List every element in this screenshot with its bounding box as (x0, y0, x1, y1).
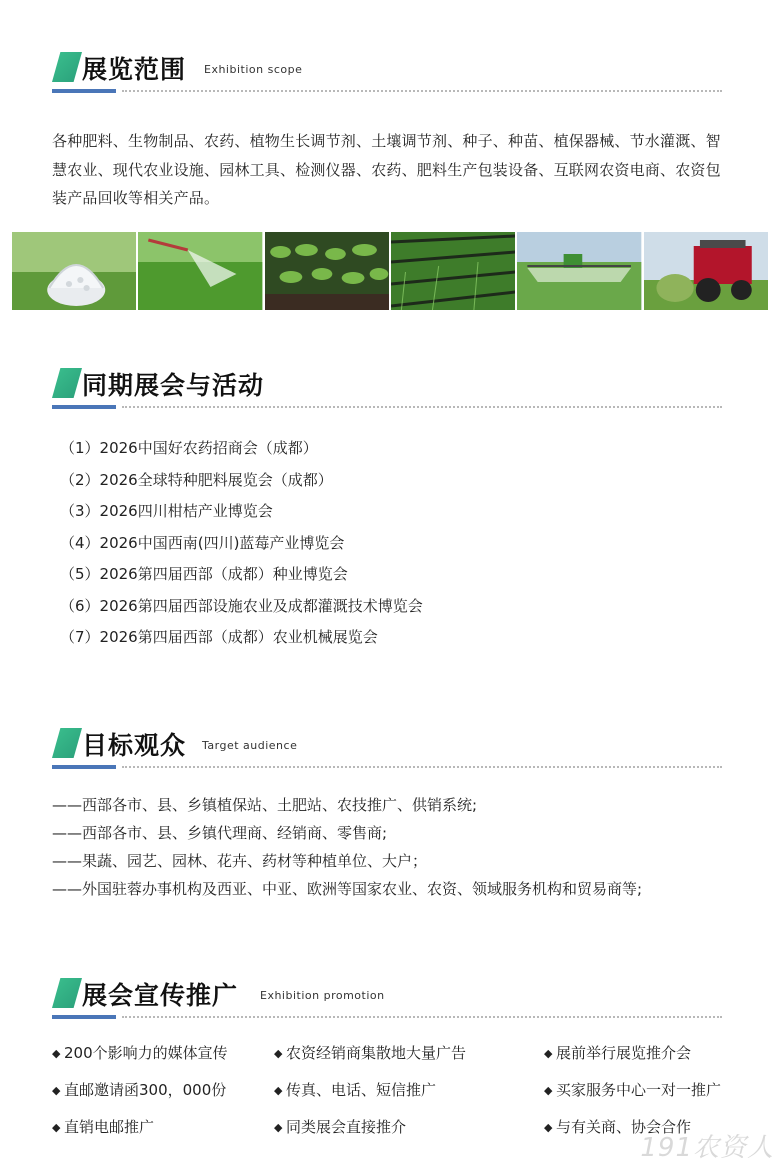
section-subtitle-scope: Exhibition scope (204, 63, 303, 76)
section-title-scope: 展览范围 (82, 55, 187, 84)
diamond-bullet-icon: ◆ (52, 1084, 61, 1097)
list-item: ——西部各市、县、乡镇植保站、土肥站、农技推广、供销系统; (52, 796, 478, 814)
list-item: ——外国驻蓉办事机构及西亚、中亚、欧洲等国家农业、农资、领域服务机构和贸易商等; (52, 880, 643, 898)
section-underline (52, 1015, 116, 1019)
list-item: ——果蔬、园艺、园林、花卉、药材等种植单位、大户； (52, 852, 428, 870)
section-subtitle-audience: Target audience (202, 739, 298, 752)
section-header-scope (52, 52, 722, 96)
photo-strip (12, 232, 768, 310)
list-item: ◆ 直邮邀请函300，000份 (52, 1081, 227, 1099)
diamond-bullet-icon: ◆ (52, 1121, 61, 1134)
watermark-logo: 191农资人 (640, 1133, 774, 1163)
section-title-events: 同期展会与活动 (82, 371, 265, 400)
list-item: ◆ 200个影响力的媒体宣传 (52, 1044, 228, 1062)
list-item: ◆ 买家服务中心一对一推广 (544, 1081, 722, 1099)
audience-list (52, 791, 642, 903)
tractor-sprayer-photo (517, 232, 641, 310)
baler-machine-photo (644, 232, 768, 310)
section-title-promotion: 展会宣传推广 (82, 981, 239, 1010)
list-item: ◆ 同类展会直接推介 (274, 1118, 407, 1136)
scope-description: 各种肥料、生物制品、农药、植物生长调节剂、土壤调节剂、种子、种苗、植保器械、节水灌溉、智慧农业、现代农业设施、园林工具、检测仪器、农药、肥料生产包装设备、互联网农资电商、农资包装产品回收等相关产品。 (52, 132, 721, 207)
section-divider (122, 1016, 722, 1018)
diamond-bullet-icon: ◆ (52, 1047, 61, 1060)
seedling-tray-photo (265, 232, 389, 310)
section-header-events (52, 368, 722, 412)
section-divider (122, 406, 722, 408)
list-item: （7）2026第四届西部（成都）农业机械展览会 (60, 628, 378, 646)
section-marker-icon (52, 728, 82, 758)
list-item: ◆ 与有关商、协会合作 (544, 1118, 692, 1136)
section-divider (122, 766, 722, 768)
list-item: （3）2026四川柑桔产业博览会 (60, 502, 273, 520)
diamond-bullet-icon: ◆ (274, 1047, 283, 1060)
diamond-bullet-icon: ◆ (274, 1084, 283, 1097)
section-header-audience (52, 728, 722, 772)
crop-spraying-photo (138, 232, 262, 310)
list-item: （6）2026第四届西部设施农业及成都灌溉技术博览会 (60, 596, 423, 615)
list-item: ◆ 展前举行展览推介会 (544, 1044, 692, 1062)
events-list (60, 433, 423, 654)
diamond-bullet-icon: ◆ (544, 1047, 553, 1060)
diamond-bullet-icon: ◆ (544, 1121, 553, 1134)
diamond-bullet-icon: ◆ (544, 1084, 553, 1097)
section-underline (52, 89, 116, 93)
section-header-promotion (52, 978, 722, 1022)
section-underline (52, 765, 116, 769)
section-title-audience: 目标观众 (82, 731, 187, 760)
list-item: ——西部各市、县、乡镇代理商、经销商、零售商; (52, 824, 388, 842)
list-item: ◆ 农资经销商集散地大量广告 (274, 1044, 467, 1062)
section-marker-icon (52, 978, 82, 1008)
section-marker-icon (52, 368, 82, 398)
drip-irrigation-photo (391, 232, 515, 310)
list-item: ◆ 传真、电话、短信推广 (274, 1081, 437, 1099)
list-item: （4）2026中国西南(四川)蓝莓产业博览会 (60, 533, 345, 552)
fertilizer-granules-photo (12, 232, 136, 310)
section-divider (122, 90, 722, 92)
diamond-bullet-icon: ◆ (274, 1121, 283, 1134)
list-item: ◆ 直销电邮推广 (52, 1118, 155, 1136)
section-subtitle-promotion: Exhibition promotion (260, 989, 385, 1002)
section-underline (52, 405, 116, 409)
list-item: （2）2026全球特种肥料展览会（成都） (60, 470, 333, 489)
list-item: （5）2026第四届西部（成都）种业博览会 (60, 565, 348, 583)
list-item: （1）2026中国好农药招商会（成都） (60, 439, 318, 457)
section-marker-icon (52, 52, 82, 82)
